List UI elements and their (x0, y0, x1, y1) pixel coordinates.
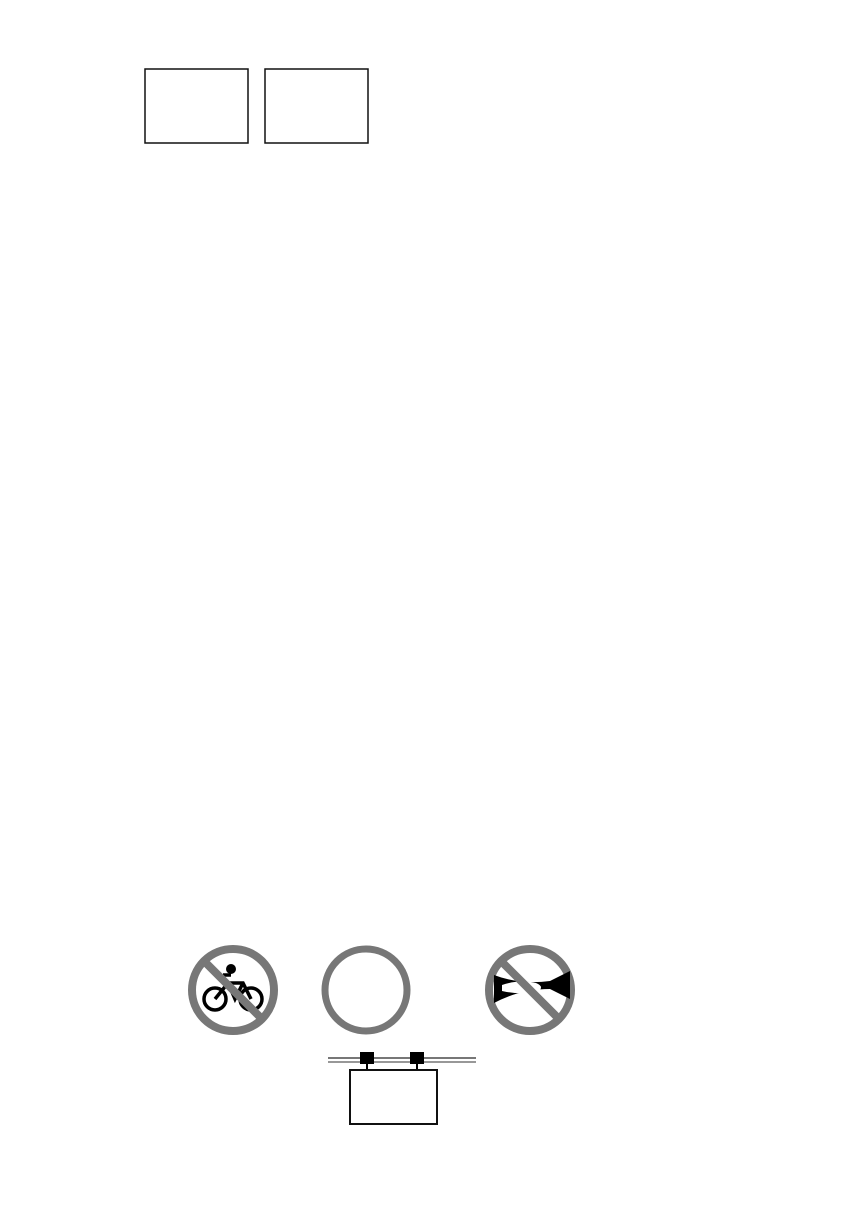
sign-no-horn (480, 945, 580, 1037)
sign-distance (328, 1052, 478, 1132)
bottles-figure (0, 780, 860, 900)
sign-no-bicycle (183, 945, 283, 1037)
wave-figure-jia (0, 0, 860, 160)
sign-weight-limit (320, 945, 412, 1037)
